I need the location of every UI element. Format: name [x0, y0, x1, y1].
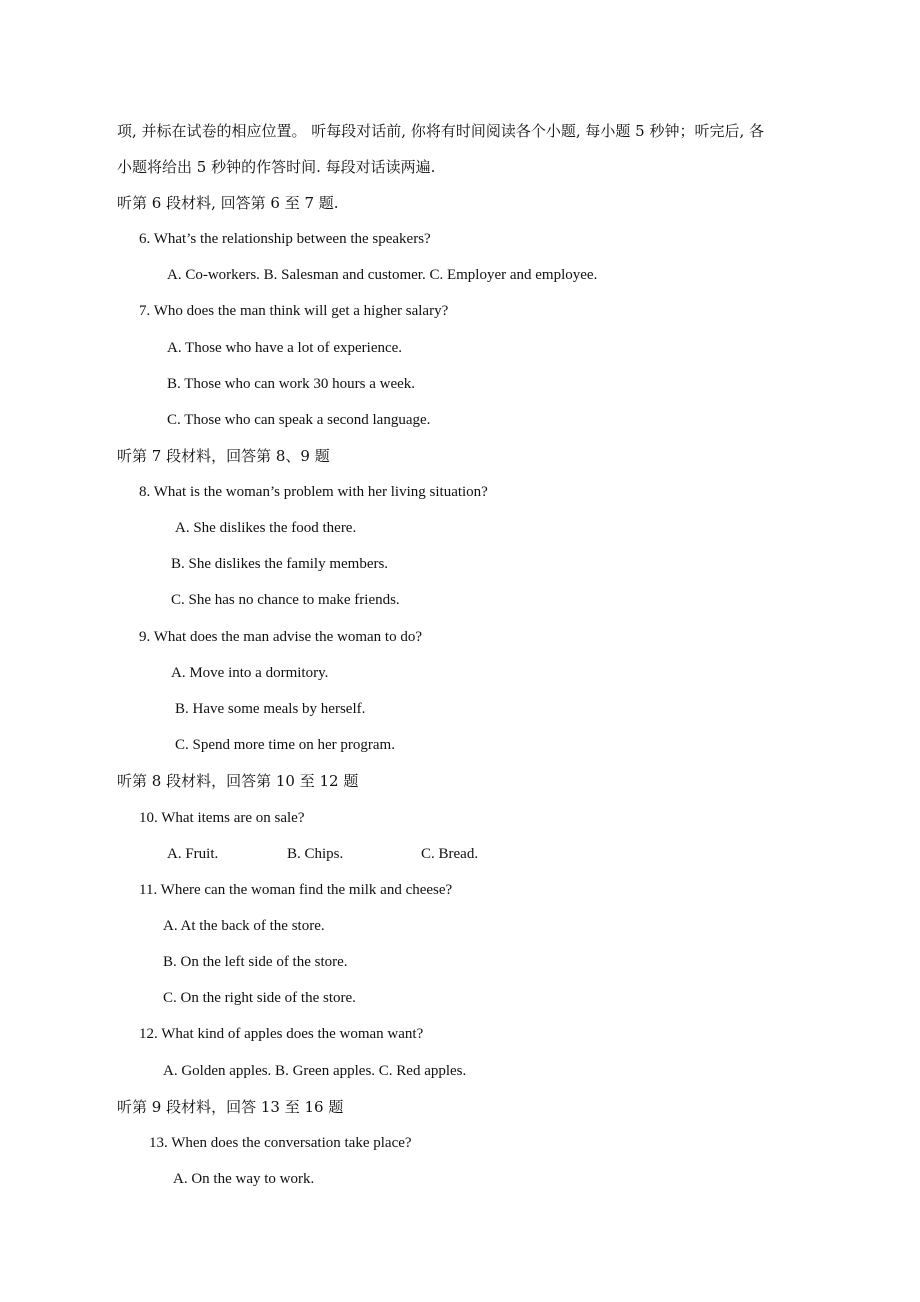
question-13-option-a: A. On the way to work. — [173, 1171, 315, 1187]
question-12-stem: 12. What kind of apples does the woman want? — [139, 1026, 424, 1042]
question-10-option-c: C. Bread. — [421, 846, 479, 862]
intro-line-2: 小题将给出 5 秒钟的作答时间. 每段对话读两遍. — [117, 158, 436, 176]
question-7-option-c: C. Those who can speak a second language. — [167, 412, 431, 428]
question-9-option-b: B. Have some meals by herself. — [175, 701, 366, 717]
section-heading-8: 听第 8 段材料，回答第 10 至 12 题 — [117, 772, 359, 790]
intro-line-1: 项, 并标在试卷的相应位置。 听每段对话前, 你将有时间阅读各个小题, 每小题 5 秒钟；听完后, 各 — [117, 122, 764, 140]
question-7-option-b: B. Those who can work 30 hours a week. — [167, 376, 416, 392]
section-heading-6: 听第 6 段材料, 回答第 6 至 7 题. — [117, 194, 339, 212]
question-10-stem: 10. What items are on sale? — [139, 810, 305, 826]
question-9-stem: 9. What does the man advise the woman to do? — [139, 629, 422, 645]
question-7-option-a: A. Those who have a lot of experience. — [167, 340, 403, 356]
question-9-option-c: C. Spend more time on her program. — [175, 737, 395, 753]
question-11-option-a: A. At the back of the store. — [163, 918, 325, 934]
section-heading-7: 听第 7 段材料，回答第 8、9 题 — [117, 447, 330, 465]
question-10-option-b: B. Chips. — [287, 846, 344, 862]
question-6-options: A. Co-workers. B. Salesman and customer. C. Employer and employee. — [167, 267, 598, 283]
question-11-option-c: C. On the right side of the store. — [163, 990, 356, 1006]
question-8-option-b: B. She dislikes the family members. — [171, 556, 389, 572]
question-9-option-a: A. Move into a dormitory. — [171, 665, 329, 681]
question-8-stem: 8. What is the woman’s problem with her living situation? — [139, 484, 488, 500]
section-heading-9: 听第 9 段材料，回答 13 至 16 题 — [117, 1098, 344, 1116]
question-8-option-a: A. She dislikes the food there. — [175, 520, 357, 536]
question-6-stem: 6. What’s the relationship between the speakers? — [139, 231, 431, 247]
question-12-options: A. Golden apples. B. Green apples. C. Red apples. — [163, 1063, 467, 1079]
question-11-stem: 11. Where can the woman find the milk and cheese? — [139, 882, 453, 898]
question-8-option-c: C. She has no chance to make friends. — [171, 592, 400, 608]
question-11-option-b: B. On the left side of the store. — [163, 954, 348, 970]
question-10-option-a: A. Fruit. — [167, 846, 219, 862]
question-13-stem: 13. When does the conversation take place? — [149, 1135, 412, 1151]
question-7-stem: 7. Who does the man think will get a higher salary? — [139, 303, 449, 319]
